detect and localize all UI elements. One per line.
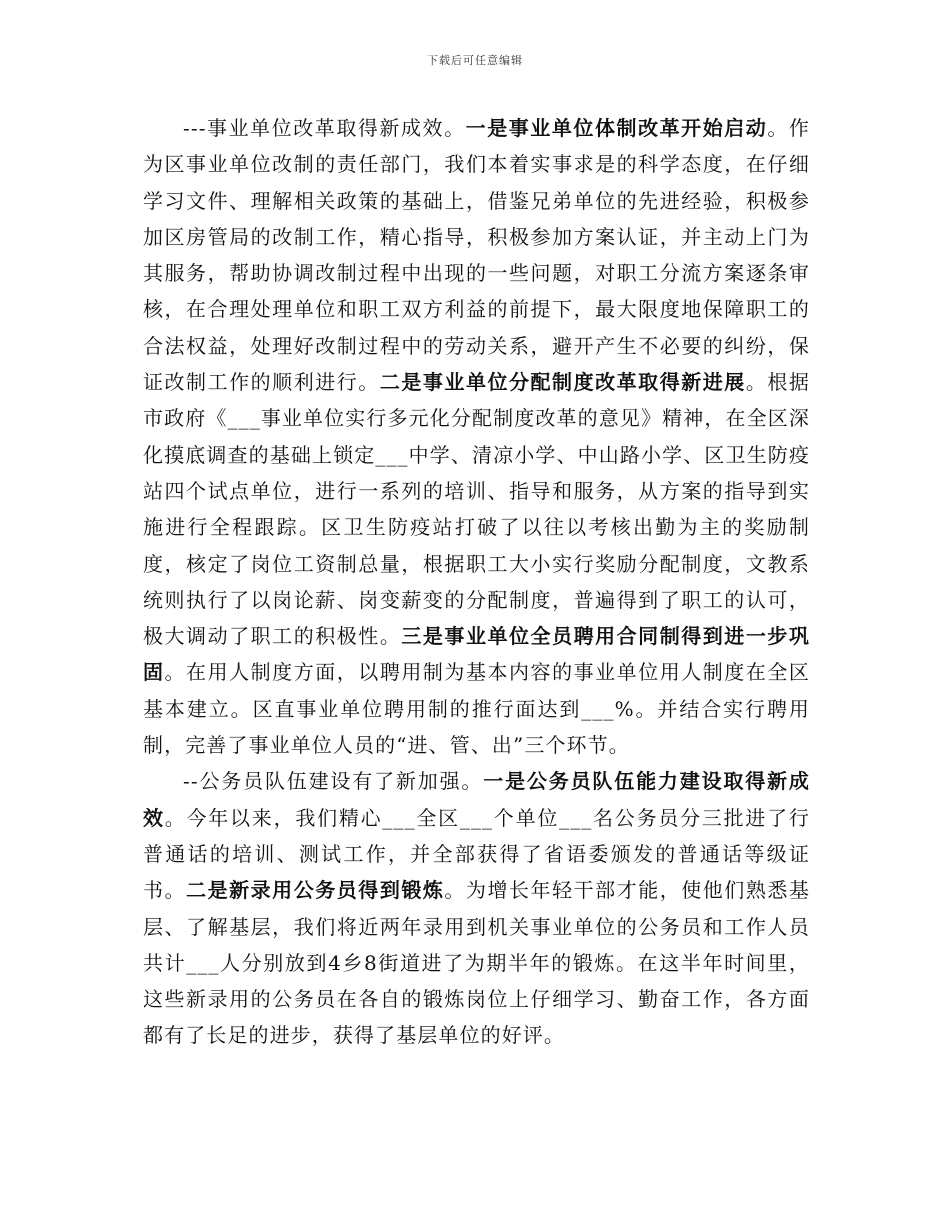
paragraph-civil-servant-team	[143, 763, 810, 1053]
text-segment: 。作为区事业单位改制的责任部门，我们本着实事求是的科学态度，在仔细学习文件、理解相关政策的基础上，借鉴兄弟单位的先进经验，积极参加区房管局的改制工作，精心指导，积极参加方案认证，并主动上门为其服务，帮助协调改制过程中出现的一些问题，对职工分流方案逐条审核，在合理处理单位和职工双方利益的前提下，最大限度地保障职工的合法权益，处理好改制过程中的劳动关系，避开产生不必要的纠纷，保证改制工作的顺利进行。	[143, 116, 811, 395]
text-segment: --公务员队伍建设有了新加强。	[183, 769, 484, 794]
text-segment: ---事业单位改革取得新成效。	[183, 116, 466, 140]
text-segment: 。今年以来，我们精心___全区___个单位___名公务员分三批进了行普通话的培训、测试工作，并全部获得了省语委颁发的普通话等级证书。	[143, 805, 810, 903]
document-body	[143, 110, 810, 1054]
text-segment: 。在用人制度方面，以聘用制为基本内容的事业单位用人制度在全区基本建立。区直事业单位聘用制的推行面达到___%。并结合实行聘用制，完善了事业单位人员的“进、管、出”三个环节。	[143, 660, 810, 758]
text-segment: 。为增长年轻干部才能，使他们熟悉基层、了解基层，我们将近两年录用到机关事业单位的公务员和工作人员共计___人分别放到4乡8街道进了为期半年的锻炼。在这半年时间里，这些新录用的公务员在各自的锻炼岗位上仔细学习、勤奋工作，各方面都有了长足的进步，获得了基层单位的好评。	[143, 878, 810, 1048]
bold-heading-segment: 二是新录用公务员得到锻炼	[186, 878, 445, 903]
bold-heading-segment: 一是事业单位体制改革开始启动	[465, 116, 768, 140]
paragraph-public-institution-reform	[143, 110, 810, 763]
text-segment: 。根据市政府《___事业单位实行多元化分配制度改革的意见》精神，在全区深化摸底调查的基础上锁定___中学、清凉小学、中山路小学、区卫生防疫站四个试点单位，进行一系列的培训、指导和服务，从方案的指导到实施进行全程跟踪。区卫生防疫站打破了以往以考核出勤为主的奖励制度，核定了岗位工资制总量，根据职工大小实行奖励分配制度，文教系统则执行了以岗论薪、岗变薪变的分配制度，普遍得到了职工的认可，极大调动了职工的积极性。	[143, 370, 810, 649]
bold-heading-segment: 一是公务员队伍能力建设取得新成效	[143, 769, 811, 830]
bold-heading-segment: 三是事业单位全员聘用合同制得到进一步巩固	[143, 624, 810, 685]
page-header: 下载后可任意编辑	[427, 54, 523, 67]
bold-heading-segment: 二是事业单位分配制度改革取得新进展	[379, 370, 746, 395]
